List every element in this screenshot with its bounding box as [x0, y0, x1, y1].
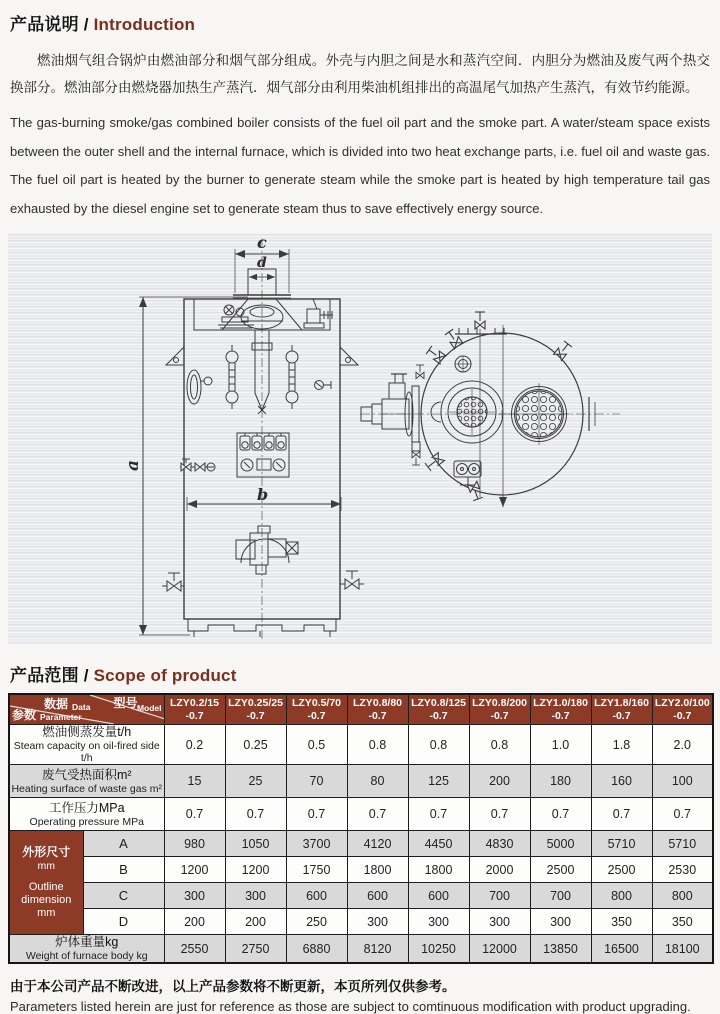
table-value-cell: 3700: [286, 831, 347, 857]
table-row: [9, 798, 713, 831]
table-value-cell: 0.7: [225, 798, 286, 831]
table-value-cell: 1050: [225, 831, 286, 857]
table-value-cell: 12000: [469, 935, 530, 964]
outline-dimension-group-cell: [9, 831, 83, 935]
dim-label-b: b: [257, 485, 269, 504]
model-header-line: -0.7: [490, 709, 509, 722]
boiler-drawing-svg: [8, 233, 712, 645]
model-header-line: -0.7: [429, 709, 448, 722]
table-value-cell: 350: [652, 909, 713, 935]
table-value-cell: 200: [469, 765, 530, 798]
model-header-line: LZY1.0/180: [533, 697, 588, 709]
table-value-cell: 2.0: [652, 725, 713, 765]
table-row: [9, 765, 713, 798]
table-value-cell: 4120: [347, 831, 408, 857]
model-header: [530, 694, 591, 725]
model-header-line: LZY2.0/100: [654, 697, 710, 709]
model-header-line: LZY0.25/25: [228, 697, 283, 709]
table-value-cell: 5000: [530, 831, 591, 857]
table-value-cell: 0.8: [408, 725, 469, 765]
table-value-cell: 4450: [408, 831, 469, 857]
table-value-cell: 980: [164, 831, 225, 857]
scope-heading-zh: 产品范围: [10, 666, 79, 685]
intro-heading-separator: /: [78, 15, 94, 34]
front-view: [139, 239, 364, 641]
corner-data-en: Data: [72, 702, 91, 712]
table-value-cell: 300: [530, 909, 591, 935]
table-value-cell: 350: [591, 909, 652, 935]
boiler-technical-drawing: [8, 233, 712, 645]
intro-heading: [10, 10, 710, 35]
table-value-cell: 1800: [347, 857, 408, 883]
table-value-cell: 250: [286, 909, 347, 935]
corner-data-zh: 数据: [44, 697, 69, 711]
corner-model-zh: 型号: [113, 696, 138, 710]
table-value-cell: 0.7: [286, 798, 347, 831]
model-header-line: -0.7: [551, 709, 570, 722]
parameter-label-zh: 炉体重量kg: [55, 935, 119, 949]
table-value-cell: 300: [225, 883, 286, 909]
table-value-cell: 2550: [164, 935, 225, 964]
spacer: [10, 873, 83, 881]
parameter-label-zh: 废气受热面积m²: [41, 767, 132, 782]
table-value-cell: 600: [347, 883, 408, 909]
table-body: [9, 725, 713, 964]
dim-label-a: a: [123, 459, 143, 471]
model-header-line: -0.7: [673, 709, 692, 722]
parameter-label-zh: 工作压力MPa: [48, 800, 125, 815]
model-header: [591, 694, 652, 725]
table-value-cell: 800: [652, 883, 713, 909]
table-value-cell: 80: [347, 765, 408, 798]
model-header: [652, 694, 713, 725]
outline-group-en-line: mm: [37, 907, 56, 919]
table-value-cell: 160: [591, 765, 652, 798]
outline-key-cell: D: [83, 909, 164, 935]
model-header: [286, 694, 347, 725]
table-value-cell: 0.2: [164, 725, 225, 765]
top-view: [360, 312, 620, 507]
model-header-line: LZY0.5/70: [291, 697, 342, 709]
table-value-cell: 8120: [347, 935, 408, 964]
table-value-cell: 2000: [469, 857, 530, 883]
table-value-cell: 0.7: [469, 798, 530, 831]
table-value-cell: 2530: [652, 857, 713, 883]
table-value-cell: 1750: [286, 857, 347, 883]
table-value-cell: 1200: [164, 857, 225, 883]
table-value-cell: 700: [469, 883, 530, 909]
product-table: [8, 693, 714, 964]
table-value-cell: 0.7: [652, 798, 713, 831]
table-value-cell: 300: [347, 909, 408, 935]
model-header-line: -0.7: [612, 709, 631, 722]
corner-param-zh: 参数: [12, 708, 37, 722]
table-value-cell: 13850: [530, 935, 591, 964]
table-value-cell: 0.5: [286, 725, 347, 765]
footer-note-english: Parameters listed herein are just for reference as those are subject to comtinuous modification with product upgrading.: [10, 999, 691, 1014]
table-value-cell: 0.7: [530, 798, 591, 831]
parameter-label-en: Operating pressure MPa: [29, 815, 144, 828]
scope-heading-separator: /: [78, 666, 94, 685]
table-value-cell: 16500: [591, 935, 652, 964]
parameter-label-zh: 燃油侧蒸发量t/h: [42, 725, 132, 739]
outline-key-cell: B: [83, 857, 164, 883]
table-header-row: [9, 694, 713, 725]
table-row-outline: [9, 831, 713, 857]
table-value-cell: 600: [286, 883, 347, 909]
model-header: [225, 694, 286, 725]
model-header: [164, 694, 225, 725]
corner-model-en: Model: [136, 703, 162, 713]
table-value-cell: 2750: [225, 935, 286, 964]
dim-label-d: d: [257, 255, 267, 271]
scope-heading-en: Scope of product: [93, 666, 237, 685]
table-value-cell: 2500: [530, 857, 591, 883]
footer-note-chinese: 由于本公司产品不断改进，以上产品参数将不断更新，本页所列仅供参考。: [10, 979, 456, 994]
outline-key-cell: A: [83, 831, 164, 857]
table-value-cell: 0.25: [225, 725, 286, 765]
dim-label-c: c: [257, 233, 267, 252]
model-header-line: LZY0.8/200: [472, 697, 527, 709]
table-value-cell: 0.8: [469, 725, 530, 765]
table-value-cell: 2500: [591, 857, 652, 883]
parameter-label-cell: [9, 725, 164, 765]
table-value-cell: 5710: [652, 831, 713, 857]
table-value-cell: 70: [286, 765, 347, 798]
intro-heading-en: Introduction: [93, 15, 196, 34]
table-row-outline: [9, 909, 713, 935]
intro-paragraph-english: The gas-burning smoke/gas combined boiler consists of the fuel oil part and the smoke part. A water/steam space exists between the outer shell and the internal furnace, which is divided into two heat exchange parts, i.e. fuel oil and waste gas. The fuel oil part is heated by the burner to generate steam while the smoke part is heated by high temperature tail gas exhausted by the diesel engine set to generate steam thus to save effectively energy source.: [10, 115, 710, 216]
table-corner-cell: [9, 694, 164, 725]
table-value-cell: 300: [164, 883, 225, 909]
intro-heading-zh: 产品说明: [10, 15, 79, 34]
table-value-cell: 1.8: [591, 725, 652, 765]
table-value-cell: 4830: [469, 831, 530, 857]
table-value-cell: 100: [652, 765, 713, 798]
outline-group-en-line: dimension: [21, 894, 72, 906]
table-value-cell: 1200: [225, 857, 286, 883]
table-row-weight: [9, 935, 713, 964]
table-value-cell: 0.7: [347, 798, 408, 831]
model-header-line: -0.7: [368, 709, 387, 722]
outline-group-unit: mm: [37, 860, 55, 872]
model-header: [347, 694, 408, 725]
corner-param-en: Parameter: [40, 711, 82, 722]
table-value-cell: 6880: [286, 935, 347, 964]
scope-heading: [10, 661, 710, 686]
table-value-cell: 800: [591, 883, 652, 909]
model-header-line: LZY0.8/125: [411, 697, 466, 709]
outline-key-cell: C: [83, 883, 164, 909]
parameter-label-cell: [9, 798, 164, 831]
table-row-outline: [9, 883, 713, 909]
table-value-cell: 1800: [408, 857, 469, 883]
model-header-line: -0.7: [185, 709, 204, 722]
parameter-label-en: Steam capacity on oil-fired side t/h: [13, 740, 160, 764]
parameter-label-cell: [9, 765, 164, 798]
outline-group-en-line: Outline: [28, 881, 64, 893]
parameter-label-cell: [9, 935, 164, 964]
model-header-line: -0.7: [307, 709, 326, 722]
table-row: [9, 725, 713, 765]
table-value-cell: 1.0: [530, 725, 591, 765]
table-value-cell: 125: [408, 765, 469, 798]
table-value-cell: 200: [164, 909, 225, 935]
model-header-line: LZY0.8/80: [352, 697, 403, 709]
parameter-label-en: Weight of furnace body kg: [25, 950, 148, 962]
model-header-line: -0.7: [246, 709, 265, 722]
table-value-cell: 18100: [652, 935, 713, 964]
table-value-cell: 10250: [408, 935, 469, 964]
table-value-cell: 25: [225, 765, 286, 798]
table-value-cell: 300: [408, 909, 469, 935]
table-value-cell: 0.7: [164, 798, 225, 831]
model-header: [469, 694, 530, 725]
outline-group-zh: 外形尺寸: [22, 845, 71, 859]
model-header-line: LZY1.8/160: [594, 697, 649, 709]
table-value-cell: 0.7: [591, 798, 652, 831]
table-value-cell: 300: [469, 909, 530, 935]
intro-paragraph-chinese: 燃油烟气组合锅炉由燃油部分和烟气部分组成。外壳与内胆之间是水和蒸汽空间．内胆分为燃油及废气两个热交换部分。燃油部分由燃烧器加热生产蒸汽．烟气部分由利用柴油机组排出的高温尾气加热产生蒸汽，有效节约能源。: [10, 53, 710, 95]
table-value-cell: 700: [530, 883, 591, 909]
table-value-cell: 5710: [591, 831, 652, 857]
table-value-cell: 200: [225, 909, 286, 935]
table-value-cell: 0.8: [347, 725, 408, 765]
table-row-outline: [9, 857, 713, 883]
model-header-line: LZY0.2/15: [169, 697, 220, 709]
table-value-cell: 180: [530, 765, 591, 798]
parameter-label-en: Heating surface of waste gas m²: [11, 782, 163, 795]
model-header: [408, 694, 469, 725]
table-value-cell: 15: [164, 765, 225, 798]
table-value-cell: 0.7: [408, 798, 469, 831]
table-value-cell: 600: [408, 883, 469, 909]
